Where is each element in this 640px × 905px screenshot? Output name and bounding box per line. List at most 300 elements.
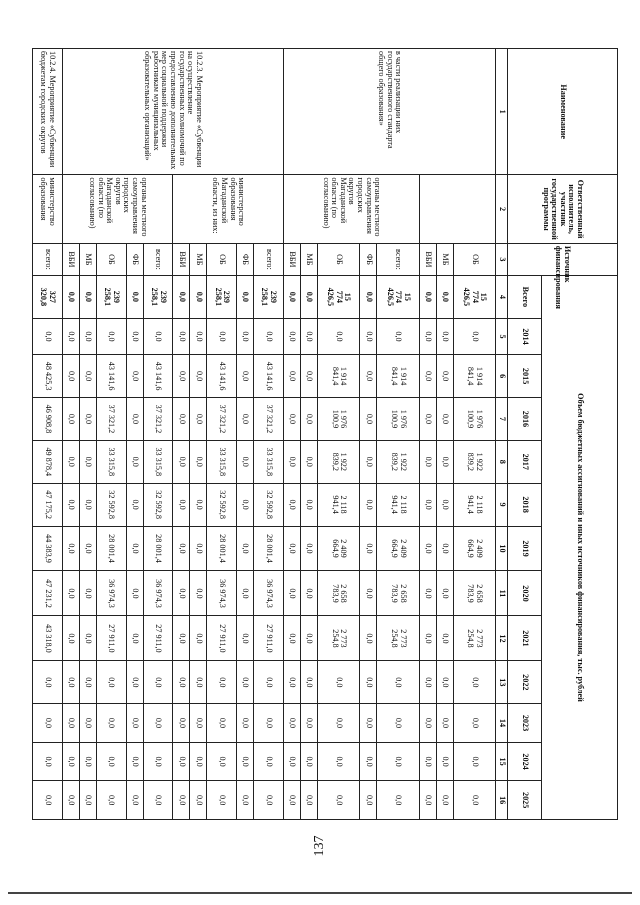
row-value: 1 914 841,4: [377, 355, 419, 398]
row-source: ФБ: [237, 243, 254, 275]
row-value: 0,0: [419, 398, 436, 441]
row-value: 0,0: [190, 661, 207, 704]
row-value: 46 908,8: [33, 398, 63, 441]
row-value: 15 774 426,5: [453, 275, 495, 318]
row-value: 0,0: [126, 318, 143, 354]
table-body: [33, 49, 496, 820]
rotated-table-container: [32, 48, 618, 820]
row-value: 0,0: [173, 742, 190, 781]
row-value: 0,0: [79, 742, 96, 781]
row-value: 0,0: [360, 616, 377, 661]
header-year: 2015: [508, 355, 542, 398]
row-value: 0,0: [33, 781, 63, 820]
row-value: 0,0: [126, 704, 143, 743]
row-value: 0,0: [360, 318, 377, 354]
row-value: 0,0: [79, 616, 96, 661]
row-value: 2 118 941,4: [317, 483, 359, 526]
row-value: 0,0: [317, 318, 359, 354]
row-value: 0,0: [436, 398, 453, 441]
row-value: 0,0: [126, 616, 143, 661]
row-value: 0,0: [190, 275, 207, 318]
row-value: 0,0: [360, 742, 377, 781]
row-value: 0,0: [300, 440, 317, 483]
header-source: Источник финансирования: [508, 243, 618, 275]
row-value: 0,0: [453, 318, 495, 354]
row-value: 0,0: [173, 398, 190, 441]
column-number: 12: [496, 616, 508, 661]
row-value: 0,0: [62, 318, 79, 354]
row-responsible: органы местного самоуправления городских округов Магаданской области (по согласованию): [62, 175, 173, 244]
column-number: 9: [496, 483, 508, 526]
row-value: 0,0: [62, 483, 79, 526]
row-value: 0,0: [237, 483, 254, 526]
header-year: 2023: [508, 704, 542, 743]
row-value: 32 592,8: [254, 483, 284, 526]
header-year: 2022: [508, 661, 542, 704]
header-year: 2021: [508, 616, 542, 661]
row-value: 0,0: [62, 440, 79, 483]
row-value: 0,0: [126, 526, 143, 571]
row-value: 1 922 839,2: [377, 440, 419, 483]
row-value: 47 231,2: [33, 571, 63, 616]
row-value: 0,0: [173, 318, 190, 354]
header-name: Наименование: [508, 49, 618, 175]
row-value: 2 773 254,8: [453, 616, 495, 661]
row-value: 0,0: [283, 742, 300, 781]
row-value: 27 911,0: [207, 616, 237, 661]
row-value: 48 425,3: [33, 355, 63, 398]
row-value: 0,0: [436, 781, 453, 820]
row-value: 0,0: [237, 440, 254, 483]
row-value: 0,0: [79, 318, 96, 354]
header-year: 2014: [508, 318, 542, 354]
row-value: 0,0: [190, 440, 207, 483]
row-value: 28 001,4: [207, 526, 237, 571]
row-value: 0,0: [33, 661, 63, 704]
row-value: 0,0: [62, 781, 79, 820]
row-value: 239 258,1: [143, 275, 173, 318]
row-value: 37 321,2: [207, 398, 237, 441]
row-value: 32 592,8: [143, 483, 173, 526]
row-source: ОБ: [207, 243, 237, 275]
row-value: 0,0: [300, 355, 317, 398]
row-value: 2 118 941,4: [453, 483, 495, 526]
row-value: 0,0: [190, 742, 207, 781]
row-value: 28 001,4: [143, 526, 173, 571]
row-value: 0,0: [62, 704, 79, 743]
table-row: [254, 49, 284, 820]
row-value: 0,0: [300, 275, 317, 318]
row-value: 0,0: [79, 526, 96, 571]
table-row: [453, 49, 495, 820]
row-source: ВБИ: [419, 243, 436, 275]
column-number: 11: [496, 571, 508, 616]
row-value: 0,0: [254, 704, 284, 743]
row-value: 0,0: [283, 318, 300, 354]
row-value: 0,0: [419, 571, 436, 616]
row-value: 27 911,0: [143, 616, 173, 661]
row-value: 0,0: [79, 781, 96, 820]
header-year: 2019: [508, 526, 542, 571]
row-value: 0,0: [453, 661, 495, 704]
row-value: 0,0: [126, 571, 143, 616]
row-value: 0,0: [283, 483, 300, 526]
row-source: ФБ: [126, 243, 143, 275]
column-number: 3: [496, 243, 508, 275]
column-number: 14: [496, 704, 508, 743]
row-value: 2 658 783,9: [377, 571, 419, 616]
row-value: 0,0: [79, 483, 96, 526]
row-value: 0,0: [283, 275, 300, 318]
row-value: 2 409 664,9: [317, 526, 359, 571]
row-value: 0,0: [377, 661, 419, 704]
table-row: [33, 49, 63, 820]
row-source: ВБИ: [283, 243, 300, 275]
row-value: 0,0: [96, 742, 126, 781]
header-year: 2016: [508, 398, 542, 441]
row-value: 28 001,4: [254, 526, 284, 571]
row-value: 0,0: [300, 318, 317, 354]
row-value: 0,0: [317, 661, 359, 704]
row-value: 0,0: [254, 661, 284, 704]
row-value: 0,0: [33, 704, 63, 743]
row-value: 49 878,4: [33, 440, 63, 483]
row-value: 0,0: [79, 275, 96, 318]
row-value: 27 911,0: [254, 616, 284, 661]
row-value: 0,0: [300, 704, 317, 743]
header-responsible: Ответственный исполнитель, участник государственной программы: [508, 175, 618, 244]
row-value: 0,0: [79, 571, 96, 616]
row-value: 0,0: [62, 742, 79, 781]
row-value: 0,0: [62, 526, 79, 571]
row-value: 0,0: [62, 661, 79, 704]
row-value: 0,0: [436, 526, 453, 571]
row-value: 43 141,6: [96, 355, 126, 398]
column-number: 4: [496, 275, 508, 318]
row-value: 0,0: [79, 355, 96, 398]
row-value: 15 774 426,5: [317, 275, 359, 318]
row-value: 0,0: [143, 318, 173, 354]
row-value: 0,0: [79, 704, 96, 743]
row-value: 1 914 841,4: [317, 355, 359, 398]
row-value: 43 141,6: [207, 355, 237, 398]
row-value: 0,0: [300, 483, 317, 526]
row-value: 0,0: [62, 616, 79, 661]
row-value: 0,0: [62, 275, 79, 318]
row-responsible: министерство образования Магаданской области, из них:: [173, 175, 284, 244]
row-value: 0,0: [143, 742, 173, 781]
row-value: 0,0: [237, 318, 254, 354]
header-year: 2025: [508, 781, 542, 820]
row-value: 37 321,2: [254, 398, 284, 441]
row-value: 33 315,8: [207, 440, 237, 483]
row-value: 0,0: [254, 781, 284, 820]
row-value: 0,0: [436, 661, 453, 704]
row-value: 0,0: [173, 616, 190, 661]
row-value: 0,0: [283, 398, 300, 441]
row-value: 0,0: [190, 483, 207, 526]
row-value: 0,0: [207, 742, 237, 781]
row-value: 0,0: [360, 355, 377, 398]
row-value: 0,0: [62, 571, 79, 616]
row-value: 47 175,2: [33, 483, 63, 526]
row-value: 44 383,9: [33, 526, 63, 571]
row-value: 0,0: [173, 781, 190, 820]
row-value: 0,0: [126, 275, 143, 318]
row-value: 0,0: [207, 318, 237, 354]
row-value: 0,0: [419, 781, 436, 820]
column-number: 15: [496, 742, 508, 781]
row-value: 0,0: [360, 483, 377, 526]
row-value: 0,0: [377, 781, 419, 820]
row-value: 1 914 841,4: [453, 355, 495, 398]
row-value: 0,0: [419, 483, 436, 526]
row-value: 0,0: [436, 318, 453, 354]
row-value: 0,0: [436, 440, 453, 483]
row-value: 0,0: [300, 616, 317, 661]
row-value: 0,0: [317, 742, 359, 781]
column-number: 2: [496, 175, 508, 244]
row-value: 28 001,4: [96, 526, 126, 571]
row-value: 0,0: [237, 781, 254, 820]
row-value: 0,0: [377, 704, 419, 743]
row-value: 0,0: [436, 483, 453, 526]
row-value: 0,0: [360, 440, 377, 483]
row-value: 0,0: [62, 398, 79, 441]
row-value: 0,0: [254, 318, 284, 354]
row-value: 0,0: [436, 616, 453, 661]
column-number: 16: [496, 781, 508, 820]
row-value: 0,0: [283, 704, 300, 743]
row-value: 0,0: [419, 661, 436, 704]
row-responsible: [419, 175, 495, 244]
row-value: 0,0: [237, 355, 254, 398]
row-value: 0,0: [237, 398, 254, 441]
row-name: 10.2.3. Мероприятие «Субвенции на осуществление государственных полномочий по предоставлению дополнительных мер социальной поддержки работникам муниципальных образовательных организаций»: [62, 49, 283, 175]
row-value: 0,0: [173, 571, 190, 616]
table-head: [496, 49, 618, 820]
row-source: МБ: [79, 243, 96, 275]
row-value: 0,0: [436, 571, 453, 616]
row-value: 0,0: [33, 318, 63, 354]
row-value: 0,0: [207, 781, 237, 820]
row-value: 0,0: [96, 781, 126, 820]
row-source: МБ: [300, 243, 317, 275]
row-value: 0,0: [377, 318, 419, 354]
page-number: 137: [312, 835, 327, 857]
row-source: всего:: [377, 243, 419, 275]
row-source: ВБИ: [62, 243, 79, 275]
column-number: 13: [496, 661, 508, 704]
row-value: 0,0: [143, 781, 173, 820]
row-value: 0,0: [173, 483, 190, 526]
column-number: 7: [496, 398, 508, 441]
row-responsible: органы местного самоуправления городских округов Магаданской области (по согласованию): [283, 175, 419, 244]
row-value: 239 258,1: [254, 275, 284, 318]
row-value: 0,0: [79, 661, 96, 704]
row-value: 0,0: [173, 704, 190, 743]
row-value: 0,0: [360, 781, 377, 820]
row-source: ВБИ: [173, 243, 190, 275]
header-volume: Объем бюджетных ассигнований и иных источников финансирования, тыс. рублей: [542, 275, 618, 819]
row-value: 0,0: [317, 704, 359, 743]
row-value: 0,0: [237, 616, 254, 661]
row-value: 0,0: [79, 440, 96, 483]
row-value: 2 658 783,9: [453, 571, 495, 616]
row-source: всего:: [33, 243, 63, 275]
budget-table: [32, 48, 618, 820]
row-value: 0,0: [300, 526, 317, 571]
column-number: 8: [496, 440, 508, 483]
row-value: 0,0: [317, 781, 359, 820]
row-value: 0,0: [237, 526, 254, 571]
row-value: 0,0: [62, 355, 79, 398]
header-year: 2020: [508, 571, 542, 616]
row-value: 0,0: [300, 661, 317, 704]
row-value: 36 974,3: [143, 571, 173, 616]
row-value: 0,0: [143, 661, 173, 704]
row-value: 0,0: [419, 526, 436, 571]
row-source: МБ: [190, 243, 207, 275]
row-value: 0,0: [126, 440, 143, 483]
row-value: 0,0: [190, 398, 207, 441]
row-value: 1 922 839,2: [317, 440, 359, 483]
row-value: 36 974,3: [207, 571, 237, 616]
row-value: 0,0: [190, 704, 207, 743]
column-number: 5: [496, 318, 508, 354]
row-value: 0,0: [300, 742, 317, 781]
row-value: 0,0: [190, 526, 207, 571]
row-value: 0,0: [419, 440, 436, 483]
row-value: 0,0: [237, 275, 254, 318]
row-source: ОБ: [453, 243, 495, 275]
row-value: 43 318,0: [33, 616, 63, 661]
row-value: 239 258,1: [207, 275, 237, 318]
row-value: 0,0: [173, 440, 190, 483]
row-value: 0,0: [453, 704, 495, 743]
row-value: 37 321,2: [96, 398, 126, 441]
row-value: 0,0: [283, 661, 300, 704]
row-value: 0,0: [360, 571, 377, 616]
row-value: 0,0: [207, 704, 237, 743]
row-source: ФБ: [360, 243, 377, 275]
header-year: 2024: [508, 742, 542, 781]
row-value: 0,0: [237, 571, 254, 616]
page-bottom-rule: [8, 892, 632, 894]
row-source: всего:: [254, 243, 284, 275]
row-value: 0,0: [173, 661, 190, 704]
row-value: 0,0: [360, 526, 377, 571]
row-value: 15 774 426,5: [377, 275, 419, 318]
row-value: 0,0: [126, 661, 143, 704]
row-value: 0,0: [360, 661, 377, 704]
row-value: 0,0: [190, 781, 207, 820]
row-source: ОБ: [317, 243, 359, 275]
row-value: 33 315,8: [143, 440, 173, 483]
row-value: 27 911,0: [96, 616, 126, 661]
row-value: 32 592,8: [207, 483, 237, 526]
row-source: ОБ: [96, 243, 126, 275]
header-total: Всего: [508, 275, 542, 318]
row-value: 0,0: [126, 355, 143, 398]
row-value: 0,0: [190, 355, 207, 398]
row-value: 33 315,8: [254, 440, 284, 483]
row-value: 43 141,6: [143, 355, 173, 398]
row-value: 0,0: [173, 526, 190, 571]
row-value: 0,0: [173, 275, 190, 318]
row-value: 0,0: [126, 781, 143, 820]
row-value: 1 976 100,9: [377, 398, 419, 441]
row-value: 0,0: [126, 483, 143, 526]
row-value: 0,0: [419, 704, 436, 743]
row-value: 0,0: [300, 571, 317, 616]
row-value: 0,0: [436, 704, 453, 743]
row-value: 0,0: [79, 398, 96, 441]
header-year: 2018: [508, 483, 542, 526]
row-value: 0,0: [207, 661, 237, 704]
row-value: 37 321,2: [143, 398, 173, 441]
row-responsible: министерство образования: [33, 175, 63, 244]
row-value: 0,0: [173, 355, 190, 398]
row-value: 0,0: [283, 526, 300, 571]
row-value: 0,0: [190, 616, 207, 661]
row-value: 0,0: [190, 571, 207, 616]
row-value: 2 773 254,8: [317, 616, 359, 661]
row-value: 2 409 664,9: [453, 526, 495, 571]
row-value: 1 922 839,2: [453, 440, 495, 483]
row-value: 0,0: [300, 398, 317, 441]
row-value: 0,0: [143, 704, 173, 743]
row-value: 0,0: [377, 742, 419, 781]
row-value: 0,0: [436, 355, 453, 398]
row-value: 0,0: [360, 275, 377, 318]
row-value: 0,0: [190, 318, 207, 354]
row-value: 0,0: [419, 318, 436, 354]
row-value: 32 592,8: [96, 483, 126, 526]
row-value: 0,0: [33, 742, 63, 781]
row-value: 0,0: [254, 742, 284, 781]
row-value: 0,0: [126, 398, 143, 441]
row-value: 2 118 941,4: [377, 483, 419, 526]
row-value: 0,0: [436, 742, 453, 781]
column-number: 6: [496, 355, 508, 398]
row-value: 0,0: [96, 318, 126, 354]
row-value: 2 658 783,9: [317, 571, 359, 616]
row-value: 2 773 254,8: [377, 616, 419, 661]
row-value: 0,0: [453, 781, 495, 820]
row-value: 0,0: [96, 704, 126, 743]
row-value: 1 976 100,9: [453, 398, 495, 441]
row-value: 239 258,1: [96, 275, 126, 318]
row-value: 2 409 664,9: [377, 526, 419, 571]
row-value: 0,0: [360, 704, 377, 743]
row-value: 0,0: [126, 742, 143, 781]
row-value: 0,0: [283, 571, 300, 616]
row-value: 0,0: [283, 616, 300, 661]
row-value: 36 974,3: [96, 571, 126, 616]
row-value: 0,0: [436, 275, 453, 318]
row-value: 0,0: [453, 742, 495, 781]
row-value: 0,0: [237, 661, 254, 704]
row-value: 0,0: [96, 661, 126, 704]
row-name: 10.2.4. Мероприятие «Субвенции бюджетам городских округов: [33, 49, 63, 175]
row-value: 1 976 100,9: [317, 398, 359, 441]
row-value: 0,0: [283, 355, 300, 398]
header-year: 2017: [508, 440, 542, 483]
column-number: 10: [496, 526, 508, 571]
row-value: 0,0: [360, 398, 377, 441]
row-value: 327 320,8: [33, 275, 63, 318]
